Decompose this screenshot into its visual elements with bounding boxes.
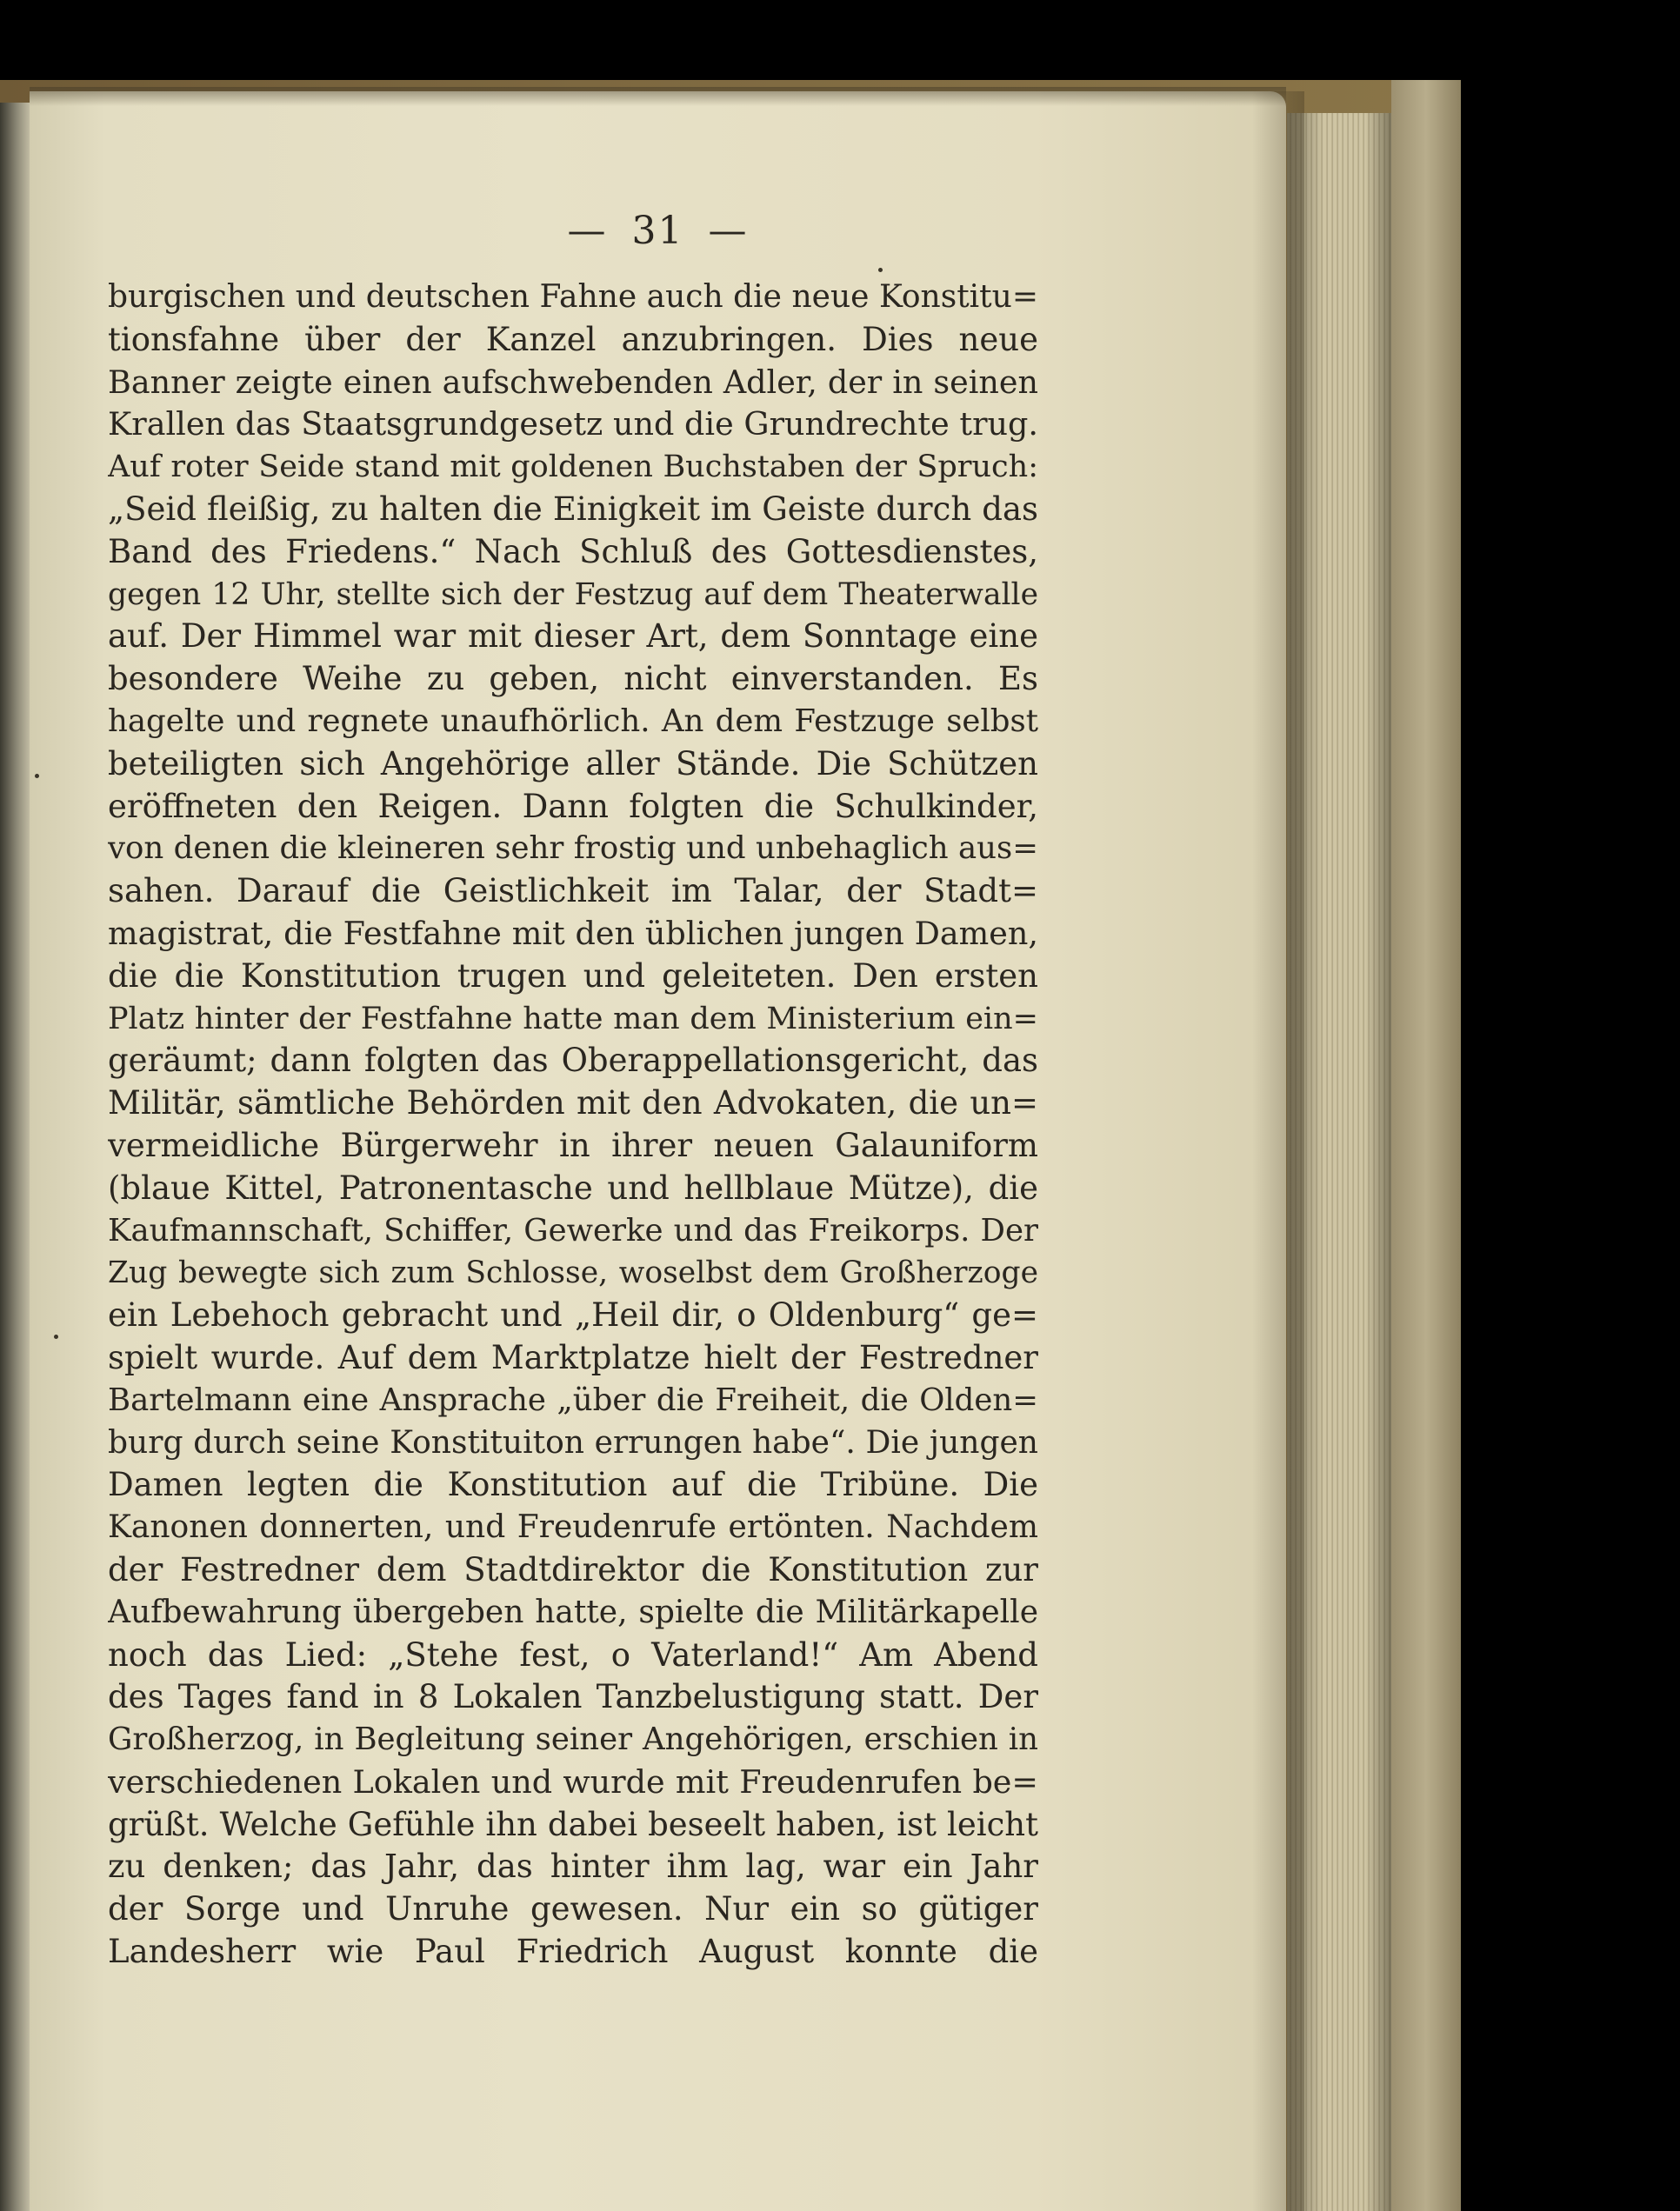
text-line: des Tages fand in 8 Lokalen Tanzbelustigung statt. Der — [108, 1678, 1038, 1716]
page-number: 31 — [631, 209, 684, 253]
text-line: „Seid fleißig, zu halten die Einigkeit im Geiste durch das — [108, 489, 1038, 528]
text-line: Auf roter Seide stand mit goldenen Buchstaben der Spruch: — [108, 450, 1038, 485]
text-line: eröffneten den Reigen. Dann folgten die Schulkinder, — [108, 787, 1038, 825]
text-line: beteiligten sich Angehörige aller Stände. Die Schützen — [108, 744, 1038, 783]
text-line: Band des Friedens.“ Nach Schluß des Gottesdienstes, — [108, 532, 1038, 570]
text-line: Militär, sämtliche Behörden mit den Advokaten, die un= — [108, 1084, 1038, 1122]
text-line: der Festredner dem Stadtdirektor die Konstitution zur — [108, 1550, 1038, 1588]
text-line: die die Konstitution trugen und geleiteten. Den ersten — [108, 956, 1038, 995]
text-line: magistrat, die Festfahne mit den üblichen jungen Damen, — [108, 914, 1038, 952]
text-line: Kanonen donnerten, und Freudenrufe ertönten. Nachdem — [108, 1509, 1038, 1546]
paper-speck — [878, 268, 883, 272]
text-line: burgischen und deutschen Fahne auch die neue Konstitu= — [108, 279, 1038, 315]
text-line: Banner zeigte einen aufschwebenden Adler, der in seinen — [108, 363, 1038, 401]
text-line: spielt wurde. Auf dem Marktplatze hielt der Festredner — [108, 1338, 1038, 1376]
text-line: (blaue Kittel, Patronentasche und hellblaue Mütze), die — [108, 1169, 1038, 1207]
page-edge-shade — [1252, 91, 1304, 2211]
text-line: Landesherr wie Paul Friedrich August konnte die — [108, 1933, 1038, 1971]
text-line: Damen legten die Konstitution auf die Tribüne. Die — [108, 1466, 1038, 1504]
text-line: Zug bewegte sich zum Schlosse, woselbst dem Großherzoge — [108, 1255, 1038, 1291]
text-line: burg durch seine Konstituiton errungen habe“. Die jungen — [108, 1424, 1038, 1461]
left-page-edge — [0, 103, 31, 2211]
text-line: von denen die kleineren sehr frostig und unbehaglich aus= — [108, 830, 1038, 867]
text-line: sahen. Darauf die Geistlichkeit im Talar, der Stadt= — [108, 872, 1038, 910]
text-line: noch das Lied: „Stehe fest, o Vaterland!“ Am Abend — [108, 1635, 1038, 1674]
running-head-dash-right: — — [708, 209, 749, 253]
text-line: Bartelmann eine Ansprache „über die Freiheit, die Olden= — [108, 1382, 1038, 1418]
text-line: Kaufmannschaft, Schiffer, Gewerke und das Freikorps. Der — [108, 1212, 1038, 1249]
text-line: grüßt. Welche Gefühle ihn dabei beseelt haben, ist leicht — [108, 1805, 1038, 1843]
body-text — [108, 276, 1038, 1974]
text-line: gegen 12 Uhr, stellte sich der Festzug auf dem Theaterwalle — [108, 576, 1038, 612]
running-head — [30, 209, 1286, 253]
text-line: Aufbewahrung übergeben hatte, spielte die Militärkapelle — [108, 1594, 1038, 1630]
running-head-dash-left: — — [567, 209, 608, 253]
text-line: zu denken; das Jahr, das hinter ihm lag, war ein Jahr — [108, 1848, 1038, 1886]
paper-speck — [54, 1335, 58, 1339]
text-line: auf. Der Himmel war mit dieser Art, dem Sonntage eine — [108, 617, 1038, 656]
text-line: ein Lebehoch gebracht und „Heil dir, o Oldenburg“ ge= — [108, 1296, 1038, 1335]
book-board-edge — [1391, 80, 1461, 2211]
text-line: der Sorge und Unruhe gewesen. Nur ein so gütiger — [108, 1890, 1038, 1928]
text-line: Platz hinter der Festfahne hatte man dem Ministerium ein= — [108, 1001, 1038, 1036]
text-line: vermeidliche Bürgerwehr in ihrer neuen Galauniform — [108, 1126, 1038, 1164]
text-line: geräumt; dann folgten das Oberappellationsgericht, das — [108, 1042, 1038, 1080]
text-line: Großherzog, in Begleitung seiner Angehörigen, erschien in — [108, 1722, 1038, 1758]
text-line: Krallen das Staatsgrundgesetz und die Grundrechte trug. — [108, 405, 1038, 443]
text-line: tionsfahne über der Kanzel anzubringen. Dies neue — [108, 320, 1038, 358]
paper-speck — [35, 774, 39, 778]
text-line: besondere Weihe zu geben, nicht einverstanden. Es — [108, 660, 1038, 698]
text-line: hagelte und regnete unaufhörlich. An dem Festzuge selbst — [108, 703, 1038, 739]
page-top-shadow — [30, 87, 1286, 106]
text-line: verschiedenen Lokalen und wurde mit Freudenrufen be= — [108, 1762, 1038, 1801]
